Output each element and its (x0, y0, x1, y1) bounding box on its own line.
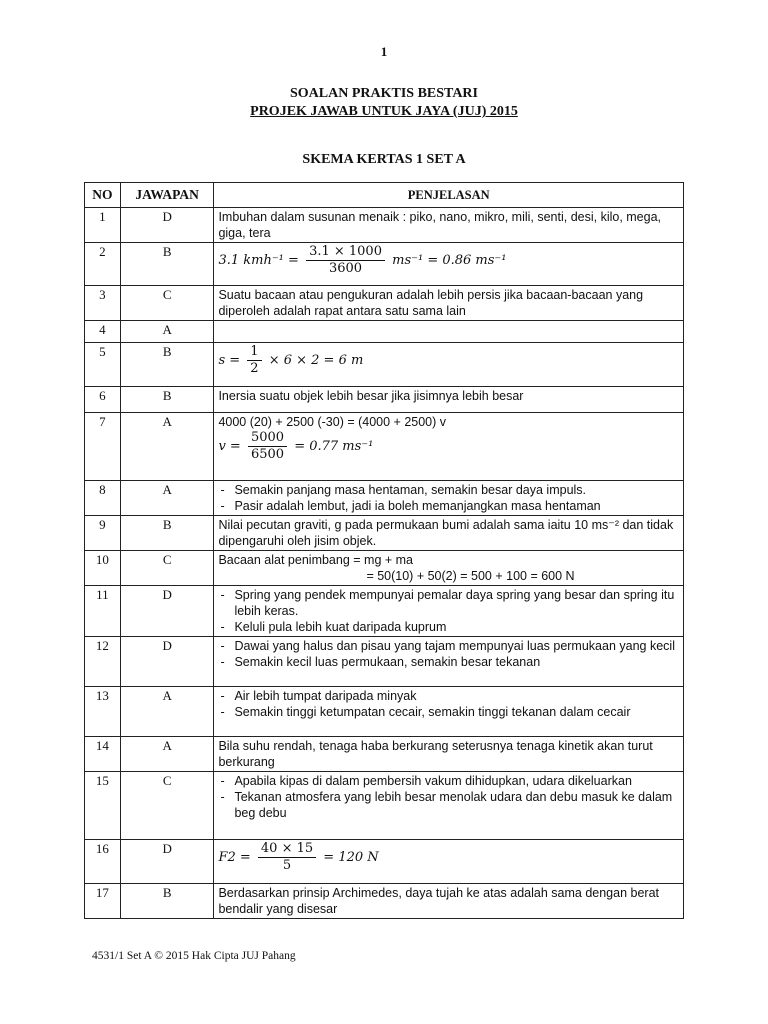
equation-rhs: × 6 × 2 = 6 m (268, 353, 364, 368)
table-row (85, 481, 684, 516)
row-explanation (214, 637, 684, 687)
row-no: 10 (85, 551, 121, 586)
table-row (85, 687, 684, 737)
list-item: - Keluli pula lebih kuat daripada kuprum (218, 619, 679, 635)
row-answer: A (120, 737, 214, 772)
row-explanation (214, 687, 684, 737)
row-no: 2 (85, 243, 121, 286)
row-answer: D (120, 586, 214, 637)
equation-lhs: v = (218, 439, 241, 454)
table-row (85, 551, 684, 586)
row-no: 8 (85, 481, 121, 516)
list-item: - Pasir adalah lembut, jadi ia boleh memanjangkan masa hentaman (218, 498, 679, 514)
row-no: 7 (85, 413, 121, 481)
row-answer: A (120, 687, 214, 737)
fraction-numerator: 40 × 15 (258, 841, 316, 858)
row-explanation (214, 840, 684, 884)
equation-line: 4000 (20) + 2500 (-30) = (4000 + 2500) v (218, 415, 447, 429)
equation-lhs: s = (218, 353, 241, 368)
row-answer: C (120, 286, 214, 321)
row-explanation: Suatu bacaan atau pengukuran adalah lebih persis jika bacaan-bacaan yang diperoleh adalah rapat antara satu sama lain (214, 286, 684, 321)
row-explanation: Imbuhan dalam susunan menaik : piko, nano, mikro, mili, senti, desi, kilo, mega, giga, tera (214, 208, 684, 243)
fraction-numerator: 3.1 × 1000 (306, 244, 385, 261)
bullet-list (218, 773, 679, 821)
row-answer: B (120, 516, 214, 551)
answer-scheme-table (84, 182, 684, 919)
document-title: SOALAN PRAKTIS BESTARI (289, 86, 478, 101)
row-no: 15 (85, 772, 121, 840)
row-answer: D (120, 840, 214, 884)
row-answer: A (120, 481, 214, 516)
row-answer: B (120, 884, 214, 919)
table-row (85, 586, 684, 637)
row-no: 6 (85, 387, 121, 413)
bullet-list (218, 482, 679, 514)
equation (218, 430, 374, 462)
header-penjelasan: PENJELASAN (214, 183, 684, 208)
fraction (247, 344, 261, 377)
table-row (85, 840, 684, 884)
fraction-denominator: 5 (282, 858, 292, 873)
row-explanation (214, 413, 684, 481)
list-item: - Semakin tinggi ketumpatan cecair, semakin tinggi tekanan dalam cecair (218, 704, 679, 720)
fraction-numerator: 1 (247, 344, 261, 361)
row-no: 11 (85, 586, 121, 637)
row-no: 16 (85, 840, 121, 884)
row-no: 17 (85, 884, 121, 919)
row-explanation (214, 551, 684, 586)
row-no: 12 (85, 637, 121, 687)
scheme-title: SKEMA KERTAS 1 SET A (302, 152, 466, 167)
row-answer: B (120, 387, 214, 413)
table-row (85, 737, 684, 772)
bullet-list (218, 638, 679, 670)
footer-copyright: 4531/1 Set A © 2015 Hak Cipta JUJ Pahang (92, 950, 296, 962)
fraction (258, 841, 316, 874)
list-item: - Air lebih tumpat daripada minyak (218, 688, 679, 704)
equation-rhs: = 0.77 ms⁻¹ (294, 439, 374, 454)
table-row (85, 208, 684, 243)
table-row (85, 387, 684, 413)
row-no: 3 (85, 286, 121, 321)
list-item: - Apabila kipas di dalam pembersih vakum dihidupkan, udara dikeluarkan (218, 773, 679, 789)
list-item: - Semakin kecil luas permukaan, semakin besar tekanan (218, 654, 679, 670)
equation-lhs: 3.1 kmh⁻¹ = (218, 253, 299, 268)
list-item: - Spring yang pendek mempunyai pemalar daya spring yang besar dan spring itu lebih keras. (218, 587, 679, 619)
table-row (85, 243, 684, 286)
row-answer: D (120, 637, 214, 687)
header-jawapan: JAWAPAN (120, 183, 214, 208)
row-answer: B (120, 343, 214, 387)
row-no: 14 (85, 737, 121, 772)
project-title: PROJEK JAWAB UNTUK JAYA (JUJ) 2015 (250, 104, 518, 119)
row-explanation: Berdasarkan prinsip Archimedes, daya tujah ke atas adalah sama dengan berat bendalir yang disesar (214, 884, 684, 919)
table-row (85, 516, 684, 551)
bullet-list (218, 688, 679, 720)
row-explanation (214, 243, 684, 286)
table-row (85, 637, 684, 687)
fraction (306, 244, 385, 277)
table-row (85, 343, 684, 387)
row-answer: C (120, 772, 214, 840)
table-row (85, 772, 684, 840)
row-explanation (214, 321, 684, 343)
fraction (248, 430, 287, 463)
bullet-list (218, 587, 679, 635)
row-no: 5 (85, 343, 121, 387)
fraction-denominator: 3600 (328, 261, 363, 276)
row-answer: C (120, 551, 214, 586)
row-no: 4 (85, 321, 121, 343)
equation-rhs: ms⁻¹ = 0.86 ms⁻¹ (392, 253, 507, 268)
fraction-numerator: 5000 (248, 430, 287, 447)
equation-line: = 50(10) + 50(2) = 500 + 100 = 600 N (366, 569, 575, 583)
table-header-row (85, 183, 684, 208)
table-row (85, 413, 684, 481)
equation-rhs: = 120 N (323, 850, 379, 865)
row-answer: A (120, 413, 214, 481)
row-no: 13 (85, 687, 121, 737)
row-explanation (214, 481, 684, 516)
list-item: - Semakin panjang masa hentaman, semakin besar daya impuls. (218, 482, 679, 498)
row-explanation (214, 772, 684, 840)
row-explanation: Nilai pecutan graviti, g pada permukaan bumi adalah sama iaitu 10 ms⁻² dan tidak dipengaruhi oleh jisim objek. (214, 516, 684, 551)
row-no: 1 (85, 208, 121, 243)
equation (218, 344, 364, 376)
fraction-denominator: 2 (250, 361, 259, 376)
row-no: 9 (85, 516, 121, 551)
row-answer: B (120, 243, 214, 286)
row-explanation (214, 586, 684, 637)
equation-line: Bacaan alat penimbang = mg + ma (218, 553, 414, 567)
table-row (85, 321, 684, 343)
list-item: - Dawai yang halus dan pisau yang tajam mempunyai luas permukaan yang kecil (218, 638, 679, 654)
header-no: NO (85, 183, 121, 208)
page-number: 1 (380, 44, 388, 59)
fraction-denominator: 6500 (250, 447, 285, 462)
row-explanation: Inersia suatu objek lebih besar jika jisimnya lebih besar (214, 387, 684, 413)
table-row (85, 286, 684, 321)
row-answer: A (120, 321, 214, 343)
equation-lhs: F2 = (218, 850, 251, 865)
list-item: - Tekanan atmosfera yang lebih besar menolak udara dan debu masuk ke dalam beg debu (218, 789, 679, 821)
table-row (85, 884, 684, 919)
row-explanation (214, 343, 684, 387)
row-answer: D (120, 208, 214, 243)
row-explanation: Bila suhu rendah, tenaga haba berkurang seterusnya tenaga kinetik akan turut berkurang (214, 737, 684, 772)
